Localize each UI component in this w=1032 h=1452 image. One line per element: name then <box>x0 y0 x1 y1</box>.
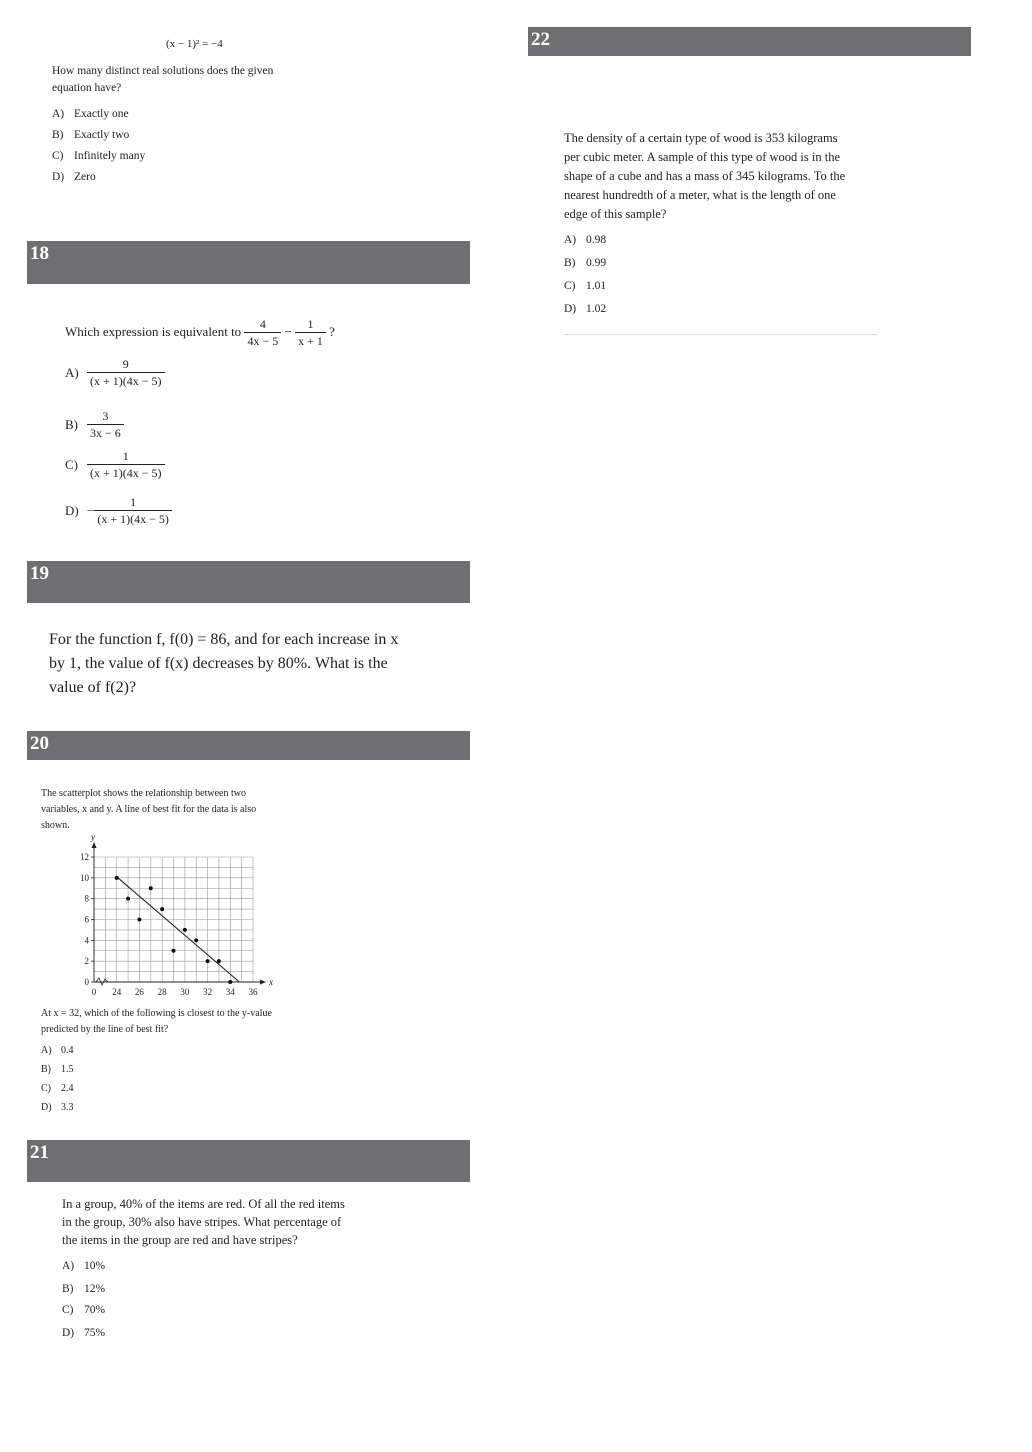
denominator: (x + 1)(4x − 5) <box>90 374 162 388</box>
option-letter: D) <box>564 303 577 315</box>
option-text: 0.4 <box>61 1045 74 1056</box>
q22-line3: shape of a cube and has a mass of 345 kilograms. To the <box>564 169 846 183</box>
numerator: 9 <box>87 356 165 373</box>
option-text: Exactly two <box>74 129 130 141</box>
data-point <box>228 980 232 984</box>
q19-header <box>27 561 470 603</box>
data-point <box>160 907 164 911</box>
q21-option-a[interactable] <box>62 1258 105 1275</box>
q20-header <box>27 731 470 760</box>
option-letter: B) <box>52 129 64 141</box>
q17-option-d[interactable] <box>52 169 96 186</box>
y-tick-label: 12 <box>80 852 89 862</box>
data-point <box>126 897 130 901</box>
y-axis-arrow <box>92 842 97 848</box>
option-text: 3.3 <box>61 1102 74 1113</box>
q21-option-b[interactable] <box>62 1281 105 1298</box>
q18-prompt-text: Which expression is equivalent to <box>65 323 242 339</box>
q20-option-d[interactable] <box>41 1102 74 1113</box>
option-letter: B) <box>564 257 576 269</box>
q22-divider <box>564 334 877 335</box>
option-text: Zero <box>74 171 96 183</box>
data-point <box>115 876 119 880</box>
x-tick-label: 36 <box>248 987 258 997</box>
option-letter: D) <box>52 171 65 183</box>
q21-line1: In a group, 40% of the items are red. Of all the red items <box>62 1197 345 1211</box>
option-text: 10% <box>84 1260 106 1272</box>
q19-line1: For the function f, f(0) = 86, and for each increase in x <box>49 631 399 648</box>
q19-prompt <box>49 628 398 700</box>
x-axis-arrow <box>260 980 266 985</box>
q22-line1: The density of a certain type of wood is 353 kilograms <box>564 131 838 145</box>
numerator: 3 <box>87 408 124 425</box>
q22-option-c[interactable] <box>564 278 606 295</box>
option-letter: D) <box>65 503 79 518</box>
q22-line5: edge of this sample? <box>564 207 667 221</box>
option-letter: C) <box>62 1304 74 1316</box>
q19-line2: by 1, the value of f(x) decreases by 80%. What is the <box>49 655 388 672</box>
y-tick-label: 4 <box>84 935 89 946</box>
q20-option-c[interactable] <box>41 1083 74 1094</box>
option-letter: D) <box>41 1102 52 1113</box>
data-point <box>194 938 198 942</box>
q19-line3: value of f(2)? <box>49 679 137 696</box>
q17-prompt-line2: equation have? <box>52 82 122 94</box>
y-tick-label: 8 <box>84 893 89 904</box>
x-tick-label: 0 <box>91 987 97 997</box>
question-number: 20 <box>30 733 49 754</box>
x-tick-label: 32 <box>203 987 213 997</box>
q17-option-a[interactable] <box>52 106 129 123</box>
q17-option-c[interactable] <box>52 148 145 165</box>
numerator: 1 <box>295 316 326 333</box>
option-letter: D) <box>62 1327 75 1339</box>
x-axis-label: x <box>269 977 273 987</box>
option-fraction <box>87 356 165 390</box>
q22-header <box>528 27 971 56</box>
q20-option-a[interactable] <box>41 1045 74 1056</box>
data-point <box>172 949 176 953</box>
option-text: 70% <box>84 1304 106 1316</box>
option-letter: A) <box>564 234 577 246</box>
denominator: 3x − 6 <box>90 426 121 440</box>
q17-option-b[interactable] <box>52 127 129 144</box>
denominator: (x + 1)(4x − 5) <box>97 512 169 526</box>
option-text: 1.5 <box>61 1064 74 1075</box>
q18-header <box>27 241 470 284</box>
option-fraction <box>87 408 124 442</box>
option-sign: − <box>87 503 95 518</box>
option-text: 0.98 <box>586 234 607 246</box>
option-text: 1.01 <box>586 280 607 292</box>
option-letter: C) <box>564 280 576 292</box>
q22-line4: nearest hundredth of a meter, what is the length of one <box>564 188 836 202</box>
x-tick-label: 34 <box>225 987 235 997</box>
q20-intro <box>41 786 256 834</box>
option-letter: A) <box>52 108 65 120</box>
q17-prompt <box>52 63 273 97</box>
x-tick-label: 24 <box>112 987 122 997</box>
option-text: 2.4 <box>61 1083 74 1094</box>
minus-sign: − <box>284 323 292 339</box>
q21-line2: in the group, 30% also have stripes. What percentage of <box>62 1215 342 1229</box>
option-text: 1.02 <box>586 303 607 315</box>
q22-option-b[interactable] <box>564 255 606 272</box>
numerator: 4 <box>244 316 281 333</box>
q21-prompt <box>62 1195 345 1249</box>
x-tick-label: 26 <box>134 987 144 997</box>
q20-prompt-line2: predicted by the line of best fit? <box>41 1024 169 1035</box>
q18-fraction-1 <box>244 316 281 350</box>
scatterplot <box>60 832 280 1002</box>
denominator: 4x − 5 <box>247 334 279 348</box>
option-text: Infinitely many <box>74 150 146 162</box>
q20-option-b[interactable] <box>41 1064 74 1075</box>
y-tick-label: 6 <box>84 914 89 925</box>
option-text: 75% <box>84 1327 106 1339</box>
denominator: x + 1 <box>298 334 323 348</box>
q22-line2: per cubic meter. A sample of this type of wood is in the <box>564 150 840 164</box>
question-number: 21 <box>30 1142 49 1163</box>
option-fraction <box>94 494 172 528</box>
option-letter: A) <box>65 365 79 380</box>
q21-option-d[interactable] <box>62 1325 105 1342</box>
y-axis-label: y <box>91 832 95 842</box>
q18-fraction-2 <box>295 316 326 350</box>
y-tick-label: 10 <box>80 872 89 883</box>
option-letter: B) <box>65 417 78 432</box>
option-letter: B) <box>62 1283 74 1295</box>
option-text: 12% <box>84 1283 106 1295</box>
axis-break-icon <box>96 978 108 985</box>
y-tick-label: 0 <box>84 977 89 987</box>
data-point <box>137 918 141 922</box>
question-mark: ? <box>329 323 335 339</box>
q17-prompt-line1: How many distinct real solutions does the given <box>52 65 274 77</box>
data-point <box>183 928 187 932</box>
data-point <box>149 886 153 890</box>
option-letter: B) <box>41 1064 51 1075</box>
q21-option-c[interactable] <box>62 1302 105 1319</box>
data-point <box>217 959 221 963</box>
q17-equation: (x − 1)² = −4 <box>166 38 223 50</box>
q18-option-c[interactable] <box>65 448 165 482</box>
q21-line3: the items in the group are red and have stripes? <box>62 1233 298 1247</box>
y-tick-label: 2 <box>84 956 89 967</box>
question-number: 18 <box>30 243 49 264</box>
q22-prompt <box>564 129 845 224</box>
option-text: 0.99 <box>586 257 607 269</box>
option-letter: C) <box>41 1083 51 1094</box>
option-text: Exactly one <box>74 108 129 120</box>
q18-prompt <box>65 316 335 350</box>
q18-option-d[interactable] <box>65 494 172 528</box>
x-tick-label: 28 <box>157 987 167 997</box>
q20-intro-line1: The scatterplot shows the relationship between two <box>41 788 246 799</box>
numerator: 1 <box>94 494 172 511</box>
option-letter: A) <box>62 1260 75 1272</box>
q20-prompt <box>41 1006 272 1038</box>
denominator: (x + 1)(4x − 5) <box>90 466 162 480</box>
q22-option-a[interactable] <box>564 232 606 249</box>
option-letter: A) <box>41 1045 52 1056</box>
question-number: 19 <box>30 563 49 584</box>
option-letter: C) <box>52 150 64 162</box>
q20-intro-line3: shown. <box>41 820 70 831</box>
x-tick-label: 30 <box>180 987 190 997</box>
question-number: 22 <box>531 29 550 50</box>
q20-intro-line2: variables, x and y. A line of best fit for the data is also <box>41 804 257 815</box>
option-fraction <box>87 448 165 482</box>
option-letter: C) <box>65 457 78 472</box>
line-of-best-fit <box>117 877 240 982</box>
q21-header <box>27 1140 470 1182</box>
q18-option-a[interactable] <box>65 356 165 390</box>
numerator: 1 <box>87 448 165 465</box>
data-point <box>206 959 210 963</box>
q18-option-b[interactable] <box>65 408 124 442</box>
q22-option-d[interactable] <box>564 301 606 318</box>
q20-prompt-line1: At x = 32, which of the following is closest to the y-value <box>41 1008 272 1019</box>
